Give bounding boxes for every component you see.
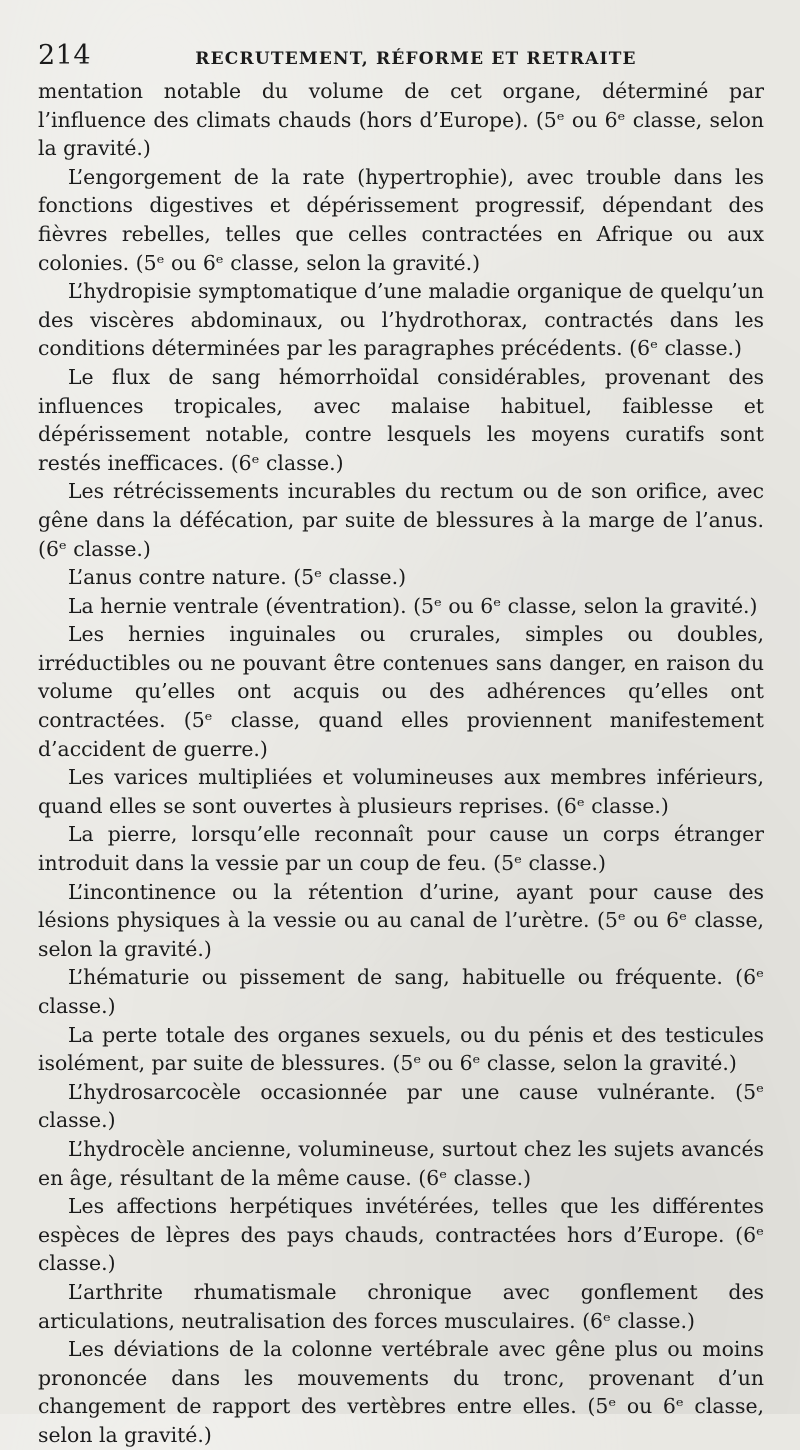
paragraph: Le flux de sang hémorrhoïdal considérables, provenant des influences tropicales, avec malaise habituel, faiblesse et dépérissement notable, contre lesquels les moyens curatifs sont restés inefficaces. (6ᵉ classe.) bbox=[38, 364, 764, 475]
paragraph: La hernie ventrale (éventration). (5ᵉ ou 6ᵉ classe, selon la gravité.) bbox=[68, 593, 758, 618]
paragraph: mentation notable du volume de cet organe, déterminé par l’influence des climats chauds (hors d’Europe). (5ᵉ ou 6ᵉ classe, selon la gravité.) bbox=[38, 79, 764, 161]
paragraph: Les hernies inguinales ou crurales, simples ou doubles, irréductibles ou ne pouvant être contenues sans danger, en raison du volume qu’elles ont acquis ou des adhérences qu’elles ont contractées. (5ᵉ classe, quand elles proviennent manifestement d’accident de guerre.) bbox=[38, 622, 764, 761]
paragraph: L’engorgement de la rate (hypertrophie), avec trouble dans les fonctions digestives et dépérissement progressif, dépendant des fièvres rebelles, telles que celles contractées en Afrique ou aux colonies. (5ᵉ ou 6ᵉ classe, selon la gravité.) bbox=[38, 164, 764, 275]
paragraph: L’hydrosarcocèle occasionnée par une cause vulnérante. (5ᵉ classe.) bbox=[38, 1079, 764, 1133]
paragraph: L’incontinence ou la rétention d’urine, ayant pour cause des lésions physiques à la vessie ou au canal de l’urètre. (5ᵉ ou 6ᵉ classe, selon la gravité.) bbox=[38, 879, 764, 961]
page-number: 214 bbox=[38, 40, 92, 71]
body-text bbox=[38, 77, 764, 1450]
paragraph: La pierre, lorsqu’elle reconnaît pour cause un corps étranger introduit dans la vessie par un coup de feu. (5ᵉ classe.) bbox=[38, 822, 764, 876]
page-header bbox=[38, 40, 764, 71]
paragraph: L’hydrocèle ancienne, volumineuse, surtout chez les sujets avancés en âge, résultant de la même cause. (6ᵉ classe.) bbox=[38, 1136, 764, 1190]
paragraph: Les déviations de la colonne vertébrale avec gêne plus ou moins prononcée dans les mouvements du tronc, provenant d’un changement de rapport des vertèbres entre elles. (5ᵉ ou 6ᵉ classe, selon la gravité.) bbox=[38, 1337, 764, 1447]
paragraph: L’hématurie ou pissement de sang, habituelle ou fréquente. (6ᵉ classe.) bbox=[38, 965, 764, 1018]
paragraph: La perte totale des organes sexuels, ou du pénis et des testicules isolément, par suite de blessures. (5ᵉ ou 6ᵉ classe, selon la gravité.) bbox=[38, 1022, 764, 1076]
paragraph: L’anus contre nature. (5ᵉ classe.) bbox=[68, 565, 407, 590]
paragraph: L’arthrite rhumatismale chronique avec gonflement des articulations, neutralisation des forces musculaires. (6ᵉ classe.) bbox=[38, 1279, 764, 1333]
paragraph: Les rétrécissements incurables du rectum ou de son orifice, avec gêne dans la défécation, par suite de blessures à la marge de l’anus. (6ᵉ classe.) bbox=[38, 479, 764, 561]
paragraph: L’hydropisie symptomatique d’une maladie organique de quelqu’un des viscères abdominaux, ou l’hydrothorax, contractés dans les conditions déterminées par les paragraphes précédents. (6ᵉ classe.) bbox=[38, 279, 764, 361]
running-title: RECRUTEMENT, RÉFORME ET RETRAITE bbox=[195, 49, 637, 69]
paragraph: Les affections herpétiques invétérées, telles que les différentes espèces de lèpres des pays chauds, contractées hors d’Europe. (6ᵉ classe.) bbox=[38, 1194, 764, 1276]
paragraph: Les varices multipliées et volumineuses aux membres inférieurs, quand elles se sont ouvertes à plusieurs reprises. (6ᵉ classe.) bbox=[38, 765, 764, 818]
